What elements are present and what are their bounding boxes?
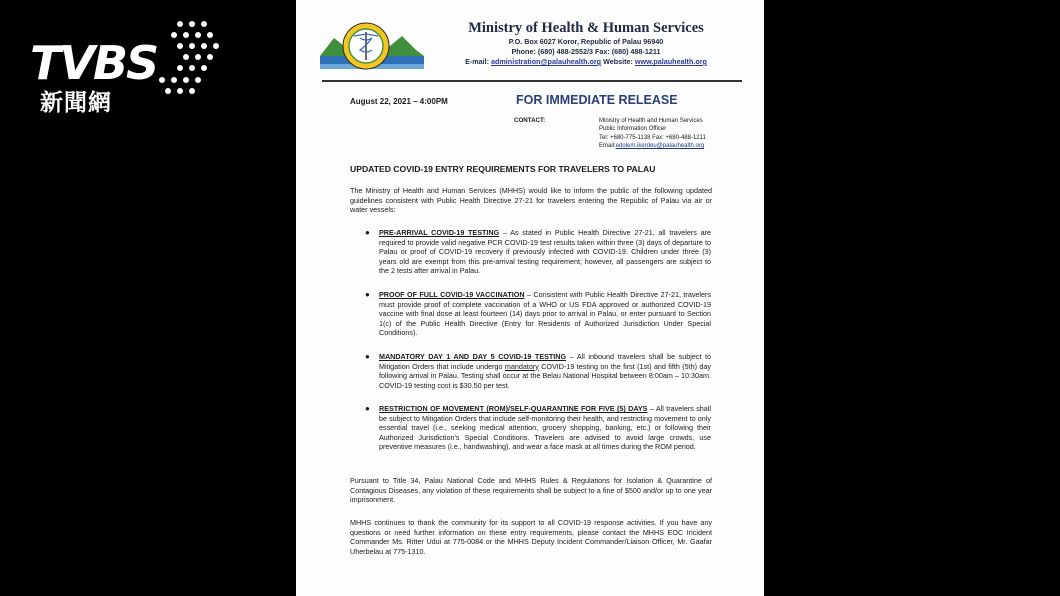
bullet-body: COVID-19 testing on the first (1st) and fifth (5th) day following arrival in Palau. Testing shall occur at the Belau National Hospital between 8:00am – 10:30am. COVID-19 testing cost is $30.50 per test.: [379, 361, 711, 390]
tvbs-logo: [28, 18, 218, 118]
bullet-body: – All inbound travelers shall be subject to Mitigation Orders that include undergo: [379, 352, 712, 371]
ministry-seal-icon: [320, 16, 424, 82]
closing-paragraph: MHHS continues to thank the community for its support to all COVID-19 response activities. If you have any questions or need further information on these entry requirements, please contact the MHHS EOC Incident Commander Ms. Ritter Udui at 775-0084 or the MHHS Deputy Incident Commander/Liaison Officer, Mr. Gaafar Uherbelau at 775-1310.: [350, 518, 712, 556]
logo-letters: TVBS: [30, 36, 158, 90]
website-label: Website:: [603, 57, 633, 66]
contact-email-link[interactable]: edolem.ikerdeu@palauhealth.org: [615, 142, 705, 149]
org-phone: Phone: (680) 488-2552/3 Fax: (680) 488-1211: [511, 47, 661, 56]
email-link[interactable]: administration@palauhealth.org: [491, 57, 602, 66]
website-link[interactable]: www.palauhealth.org: [634, 57, 707, 66]
letterhead: [436, 20, 736, 67]
contact-label: CONTACT:: [514, 117, 546, 124]
bullet-icon: ●: [365, 290, 370, 299]
bullet-body: – Consistent with Public Health Directive 27-21, travelers must provide proof of complete vaccination of a WHO or US FDA approved or authorized COVID-19 vaccine with final dose at least fourteen (14) days prior to arrival in Palau, or enter pursuant to Section 1(c) of the Public Health Directive (Entry for Residents of Authorized Jurisdiction Under Special Conditions).: [379, 290, 711, 338]
contact-email-line: [599, 142, 706, 150]
bullet-icon: ●: [365, 404, 370, 413]
bullet-heading: MANDATORY DAY 1 AND DAY 5 COVID-19 TESTING: [379, 352, 567, 361]
header-divider: [322, 80, 742, 82]
contact-line: Tel: +680-775-1138 Fax: +680-488-1211: [599, 134, 706, 141]
bullet-icon: ●: [365, 352, 370, 361]
email-label: E-mail:: [465, 57, 490, 66]
bullet-heading: PRE-ARRIVAL COVID-19 TESTING: [379, 228, 500, 237]
list-item: [365, 290, 711, 338]
bullet-heading: PROOF OF FULL COVID-19 VACCINATION: [379, 290, 525, 299]
org-contact-line: [436, 57, 736, 67]
contact-email-label: Email:: [599, 142, 616, 149]
bullet-heading: RESTRICTION OF MOVEMENT (ROM)/SELF-QUARANTINE FOR FIVE (5) DAYS: [379, 404, 648, 413]
release-date: August 22, 2021 – 4:00PM: [350, 97, 448, 106]
list-item: [365, 352, 712, 390]
logo-subtitle: 新聞網: [40, 90, 112, 116]
release-heading: FOR IMMEDIATE RELEASE: [516, 93, 678, 107]
contact-line: Public Information Officer: [599, 126, 667, 133]
contact-line: Ministry of Health and Human Services: [599, 118, 703, 124]
penalty-paragraph: Pursuant to Title 34, Palau National Code and MHHS Rules & Regulations for Isolation & Quarantine of Contagious Diseases, any violation of these requirements shall be subject to a fine of $500 and/or up to one year imprisonment.: [350, 476, 712, 505]
org-name: Ministry of Health & Human Services: [468, 20, 704, 36]
contact-block: [599, 117, 706, 150]
bullet-body: – All travelers shall be subject to Mitigation Orders that include self-monitoring their health, and restricting movement to only essential travel (i.e., seeking medical attention, grocery shopping, banking, etc.) or following their Authorized Jurisdiction's Special Conditions. Travelers are advised to avoid large crowds, use preventive measures (i.e., handwashing), and wear a face mask at all times during the ROM period.: [379, 404, 711, 452]
document-page: [296, 0, 764, 596]
bullet-body: – As stated in Public Health Directive 27-21, all travelers are required to provide valid negative PCR COVID-19 test results taken within three (3) days of departure to Palau or proof of COVID-19 recovery if previously infected with COVID-19. Children under three (3) years old are exempt from this pre-arrival testing requirement; however, all passengers are subject to the 2 tests after arrival in Palau.: [379, 228, 711, 276]
document-title: UPDATED COVID-19 ENTRY REQUIREMENTS FOR TRAVELERS TO PALAU: [350, 164, 656, 174]
list-item: [365, 228, 711, 276]
intro-paragraph: The Ministry of Health and Human Services (MHHS) would like to inform the public of the following updated guidelines consistent with Public Health Directive 27-21 for travelers entering the Republic of Palau via air or water vessels:: [350, 186, 712, 215]
org-address: P.O. Box 6027 Koror, Republic of Palau 96940: [508, 37, 664, 46]
bullet-emphasis: mandatory: [504, 361, 539, 371]
bullet-icon: ●: [365, 228, 370, 237]
list-item: [365, 404, 711, 452]
